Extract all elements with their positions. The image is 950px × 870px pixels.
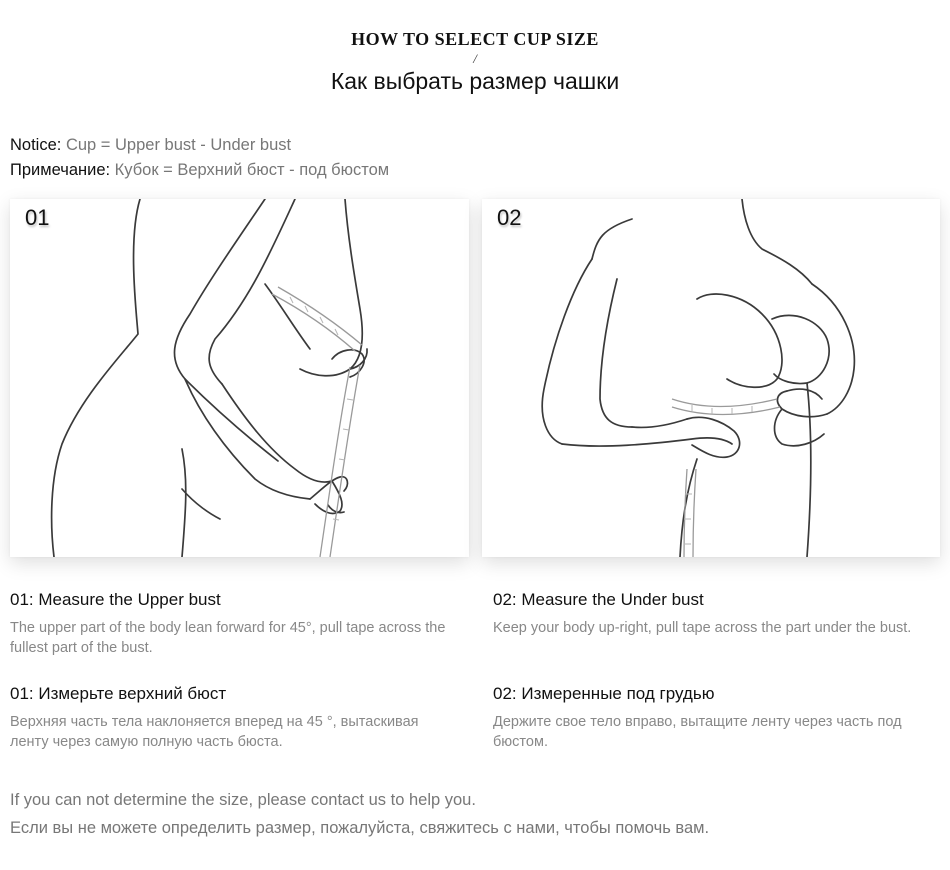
step-02-heading-en: 02: Measure the Under bust <box>493 590 704 609</box>
page-title-ru: Как выбрать размер чашки <box>330 68 620 94</box>
step-01-heading-ru: 01: Измерьте верхний бюст <box>10 684 227 703</box>
step-02-description-en: Keep your body up-right, pull tape across the part under the bust. <box>493 620 912 636</box>
under-bust-measurement-drawing <box>482 199 940 557</box>
illustration-panel-upper-bust <box>10 199 469 557</box>
panel-number-01: 01 <box>25 205 50 230</box>
step-01-description-en: The upper part of the body lean forward for 45°, pull tape across the fullest part of the bust. <box>10 620 446 656</box>
notice-label-en: Notice: <box>10 136 62 154</box>
panel-number-02: 02 <box>497 205 522 230</box>
illustration-panel-under-bust <box>482 199 940 557</box>
notice-label-ru: Примечание: <box>10 161 111 179</box>
title-separator: / <box>473 51 477 66</box>
upper-bust-measurement-drawing <box>10 199 469 557</box>
notice-text-en: Cup = Upper bust - Under bust <box>61 136 292 154</box>
footer-contact-en: If you can not determine the size, please contact us to help you. <box>10 791 476 809</box>
step-01-heading-en: 01: Measure the Upper bust <box>10 590 221 609</box>
notice-ru <box>10 161 389 180</box>
step-01-description-ru: Верхняя часть тела наклоняется вперед на 45 °, вытаскивая ленту через самую полную часть бюста. <box>10 714 419 750</box>
notice-text-ru: Кубок = Верхний бюст - под бюстом <box>110 161 390 179</box>
footer-contact-ru: Если вы не можете определить размер, пожалуйста, свяжитесь с нами, чтобы помочь вам. <box>10 819 710 837</box>
page-title-en: HOW TO SELECT CUP SIZE <box>351 29 599 49</box>
notice-en <box>10 136 291 155</box>
step-02-description-ru: Держите свое тело вправо, вытащите ленту через часть под бюстом. <box>493 714 902 750</box>
step-02-heading-ru: 02: Измеренные под грудью <box>493 684 715 703</box>
